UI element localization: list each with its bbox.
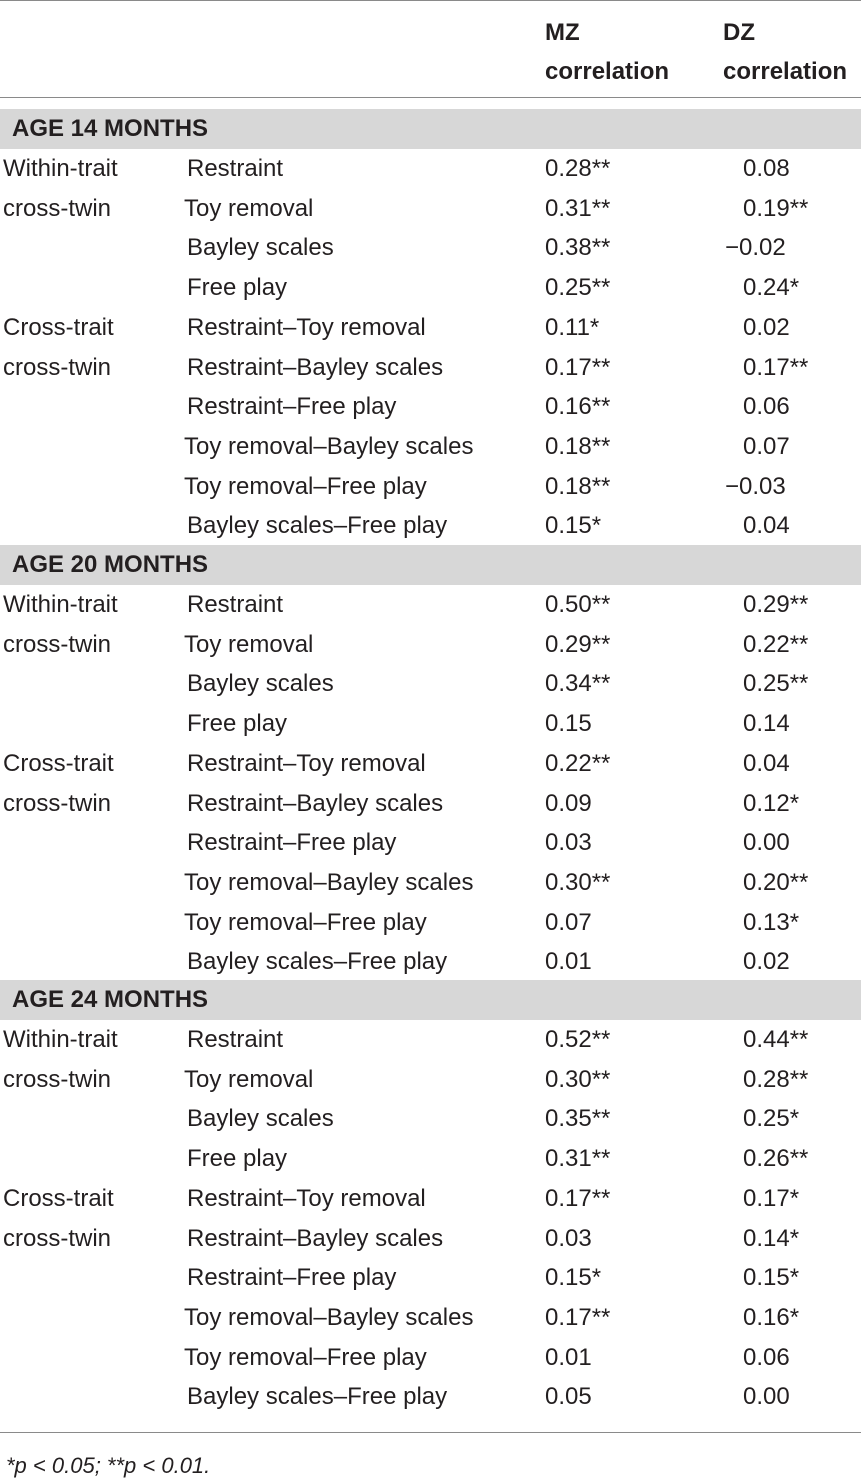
dz-header-line1: DZ (723, 19, 755, 46)
mz-correlation-cell: 0.35** (545, 1105, 611, 1133)
measure-cell: Bayley scales (187, 670, 334, 698)
mz-correlation-cell: 0.25** (545, 274, 611, 302)
dz-correlation-cell: 0.29** (743, 591, 809, 618)
section-header (0, 980, 861, 1020)
mz-correlation-cell: 0.52** (545, 1026, 611, 1053)
group-label-cell: cross-twin (3, 194, 112, 222)
mz-correlation-cell: 0.01 (545, 1343, 592, 1371)
measure-cell: Restraint (187, 155, 284, 182)
dz-correlation-cell: 0.14 (743, 710, 790, 738)
mz-correlation-cell: 0.15* (545, 512, 602, 540)
dz-correlation-cell: 0.06 (743, 1343, 790, 1371)
mz-correlation-cell: 0.15* (545, 1264, 602, 1292)
dz-correlation-cell: 0.44** (743, 1026, 809, 1053)
measure-cell: Restraint–Free play (187, 393, 397, 421)
measure-cell: Toy removal–Bayley scales (184, 1303, 474, 1331)
dz-correlation-cell: 0.02 (743, 948, 790, 976)
group-label-cell: Within-trait (3, 155, 118, 182)
measure-cell: Restraint–Bayley scales (187, 1224, 444, 1252)
group-label-cell: Within-trait (3, 591, 118, 618)
dz-correlation-cell: −0.03 (725, 472, 786, 500)
dz-correlation-cell: 0.17* (743, 1184, 800, 1212)
dz-correlation-cell: 0.24* (743, 274, 800, 302)
dz-correlation-cell: 0.25* (743, 1105, 800, 1133)
measure-cell: Restraint–Bayley scales (187, 789, 444, 817)
group-label-cell: cross-twin (3, 353, 112, 381)
measure-cell: Toy removal–Free play (184, 1343, 427, 1371)
group-label-cell: Cross-trait (3, 749, 114, 777)
bottom-rule (0, 1432, 861, 1433)
measure-cell: Free play (187, 274, 288, 302)
group-label-cell: cross-twin (3, 1065, 112, 1093)
mz-correlation-cell: 0.34** (545, 670, 611, 698)
dz-correlation-cell: 0.15* (743, 1264, 800, 1292)
mz-correlation-cell: 0.09 (545, 789, 592, 817)
measure-cell: Toy removal (184, 1065, 314, 1093)
mz-correlation-cell: 0.17** (545, 353, 611, 381)
mz-correlation-cell: 0.30** (545, 868, 611, 896)
dz-correlation-cell: 0.13* (743, 908, 800, 936)
measure-cell: Bayley scales–Free play (187, 948, 448, 976)
measure-cell: Toy removal–Bayley scales (184, 868, 474, 896)
measure-cell: Toy removal (184, 194, 314, 222)
dz-correlation-cell: 0.04 (743, 512, 790, 540)
section-header (0, 109, 861, 149)
dz-correlation-cell: 0.25** (743, 670, 809, 698)
mz-header-line1: MZ (545, 19, 580, 46)
measure-cell: Free play (187, 1145, 288, 1173)
top-rule (0, 0, 861, 1)
dz-correlation-cell: 0.22** (743, 630, 809, 658)
dz-correlation-cell: 0.00 (743, 1383, 790, 1411)
group-label-cell: Within-trait (3, 1026, 118, 1053)
measure-cell: Toy removal–Bayley scales (184, 432, 474, 460)
measure-cell: Restraint–Free play (187, 1264, 397, 1292)
measure-cell: Restraint–Toy removal (187, 749, 426, 777)
measure-cell: Free play (187, 710, 288, 738)
dz-correlation-cell: 0.16* (743, 1303, 800, 1331)
measure-cell: Restraint (187, 591, 284, 618)
mz-correlation-cell: 0.31** (545, 1145, 611, 1173)
dz-correlation-cell: 0.02 (743, 313, 790, 341)
mz-correlation-cell: 0.17** (545, 1303, 611, 1331)
mz-correlation-cell: 0.28** (545, 155, 611, 182)
dz-correlation-cell: 0.04 (743, 749, 790, 777)
mz-correlation-cell: 0.05 (545, 1383, 592, 1411)
section-title: AGE 24 MONTHS (12, 986, 209, 1013)
mz-correlation-cell: 0.17** (545, 1184, 611, 1212)
dz-correlation-cell: 0.19** (743, 194, 809, 222)
mz-correlation-cell: 0.01 (545, 948, 592, 976)
mz-correlation-cell: 0.50** (545, 591, 611, 618)
measure-cell: Toy removal–Free play (184, 908, 427, 936)
dz-correlation-cell: 0.28** (743, 1065, 809, 1093)
dz-correlation-cell: 0.17** (743, 353, 809, 381)
dz-correlation-cell: 0.14* (743, 1224, 800, 1252)
mz-header-line2: correlation (545, 58, 670, 85)
measure-cell: Toy removal (184, 630, 314, 658)
mz-correlation-cell: 0.29** (545, 630, 611, 658)
dz-header-line2: correlation (723, 58, 848, 85)
dz-correlation-cell: 0.20** (743, 868, 809, 896)
measure-cell: Restraint–Bayley scales (187, 353, 444, 381)
group-label-cell: Cross-trait (3, 313, 114, 341)
dz-correlation-cell: 0.07 (743, 432, 790, 460)
mz-correlation-cell: 0.15 (545, 710, 592, 738)
measure-cell: Bayley scales–Free play (187, 512, 448, 540)
measure-cell: Restraint–Free play (187, 829, 397, 857)
dz-correlation-cell: −0.02 (725, 234, 786, 262)
measure-cell: Bayley scales (187, 234, 334, 262)
measure-cell: Toy removal–Free play (184, 472, 427, 500)
mz-correlation-cell: 0.22** (545, 749, 611, 777)
dz-correlation-cell: 0.12* (743, 789, 800, 817)
group-label-cell: Cross-trait (3, 1184, 114, 1212)
significance-footnote: *p < 0.05; **p < 0.01. (6, 1453, 211, 1478)
dz-correlation-cell: 0.06 (743, 393, 790, 421)
measure-cell: Restraint–Toy removal (187, 313, 426, 341)
dz-correlation-cell: 0.08 (743, 155, 790, 182)
group-label-cell: cross-twin (3, 789, 112, 817)
group-label-cell: cross-twin (3, 1224, 112, 1252)
dz-correlation-cell: 0.00 (743, 829, 790, 857)
mz-correlation-cell: 0.16** (545, 393, 611, 421)
mz-correlation-cell: 0.18** (545, 472, 611, 500)
mz-correlation-cell: 0.03 (545, 829, 592, 857)
mz-correlation-cell: 0.38** (545, 234, 611, 262)
measure-cell: Bayley scales–Free play (187, 1383, 448, 1411)
measure-cell: Restraint (187, 1026, 284, 1053)
section-header (0, 545, 861, 585)
mz-correlation-cell: 0.03 (545, 1224, 592, 1252)
mz-correlation-cell: 0.18** (545, 432, 611, 460)
mz-correlation-cell: 0.30** (545, 1065, 611, 1093)
section-title: AGE 20 MONTHS (12, 551, 209, 578)
mz-correlation-cell: 0.31** (545, 194, 611, 222)
header-rule (0, 97, 861, 98)
measure-cell: Restraint–Toy removal (187, 1184, 426, 1212)
dz-correlation-cell: 0.26** (743, 1145, 809, 1173)
mz-correlation-cell: 0.07 (545, 908, 592, 936)
section-title: AGE 14 MONTHS (12, 115, 209, 142)
measure-cell: Bayley scales (187, 1105, 334, 1133)
group-label-cell: cross-twin (3, 630, 112, 658)
mz-correlation-cell: 0.11* (545, 313, 600, 341)
